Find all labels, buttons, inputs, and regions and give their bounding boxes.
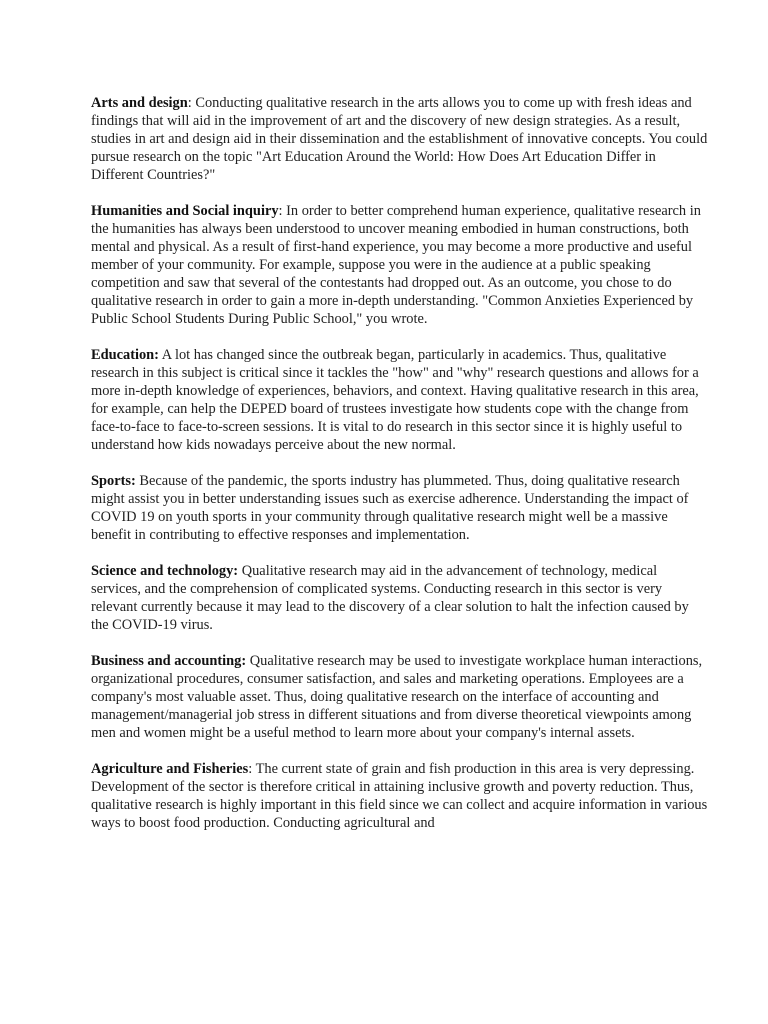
section-body: A lot has changed since the outbreak began, particularly in academics. Thus, qualitative research in this subject is critical since it tackles the "how" and "why" research questions and allows for a more in-depth knowledge of experiences, behaviors, and context. Having qualitative research in this area, for example, can help the DEPED board of trustees investigate how students cope with the change from face-to-face to face-to-screen sessions. It is vital to do research in this sector since it is highly useful to understand how kids nowadays perceive about the new normal. (91, 347, 699, 453)
section-body: Conducting qualitative research in the arts allows you to come up with fresh ideas and findings that will aid in the improvement of art and the discovery of new design strategies. As a result, studies in art and design aid in their dissemination and the establishment of innovative concepts. You could pursue research on the topic "Art Education Around the World: How Does Art Education Differ in Different Countries?" (91, 95, 708, 183)
heading-separator: : (278, 203, 287, 219)
section-heading: Business and accounting: (91, 653, 247, 669)
section-heading: Humanities and Social inquiry (91, 203, 279, 219)
section-body: Qualitative research may aid in the advancement of technology, medical services, and the comprehension of complicated systems. Conducting research in this sector is very relevant currently because it may lead to the discovery of a clear solution to halt the infection caused by the COVID-19 virus. (91, 563, 689, 633)
section-science-and-technology (91, 562, 708, 634)
section-heading: Arts and design (91, 95, 188, 111)
section-business-and-accounting (91, 652, 708, 742)
heading-separator: : (248, 761, 256, 777)
section-education (91, 346, 708, 454)
section-humanities-and-social-inquiry (91, 202, 708, 328)
section-body: Because of the pandemic, the sports industry has plummeted. Thus, doing qualitative research might assist you in better understanding issues such as exercise adherence. Understanding the impact of COVID 19 on youth sports in your community through qualitative research might well be a massive benefit in contributing to effective responses and implementation. (91, 473, 689, 543)
section-body: Qualitative research may be used to investigate workplace human interactions, organizational procedures, consumer satisfaction, and sales and marketing operations. Employees are a company's most valuable asset. Thus, doing qualitative research on the interface of accounting and management/managerial job stress in different situations and from diverse theoretical viewpoints among men and women might be a useful method to learn more about your company's internal assets. (91, 653, 703, 741)
section-heading: Science and technology: (91, 563, 239, 579)
heading-separator: : (187, 95, 196, 111)
section-body: In order to better comprehend human experience, qualitative research in the humanities has always been understood to uncover meaning embodied in human constructions, both mental and physical. As a result of first-hand experience, you may become a more productive and useful member of your community. For example, suppose you were in the audience at a public speaking competition and saw that several of the contestants had dropped out. As an outcome, you chose to do qualitative research in order to gain a more in-depth understanding. "Common Anxieties Experienced by Public School Students During Public School," you wrote. (91, 203, 701, 327)
section-body: The current state of grain and fish production in this area is very depressing. Development of the sector is therefore critical in attaining inclusive growth and poverty reduction. Thus, qualitative research is highly important in this field since we can collect and acquire information in various ways to boost food production. Conducting agricultural and (91, 761, 708, 831)
section-agriculture-and-fisheries (91, 760, 708, 832)
section-heading: Education: (91, 347, 159, 363)
section-heading: Sports: (91, 473, 136, 489)
section-heading: Agriculture and Fisheries (91, 761, 249, 777)
section-sports (91, 472, 708, 544)
section-arts-and-design (91, 94, 708, 184)
